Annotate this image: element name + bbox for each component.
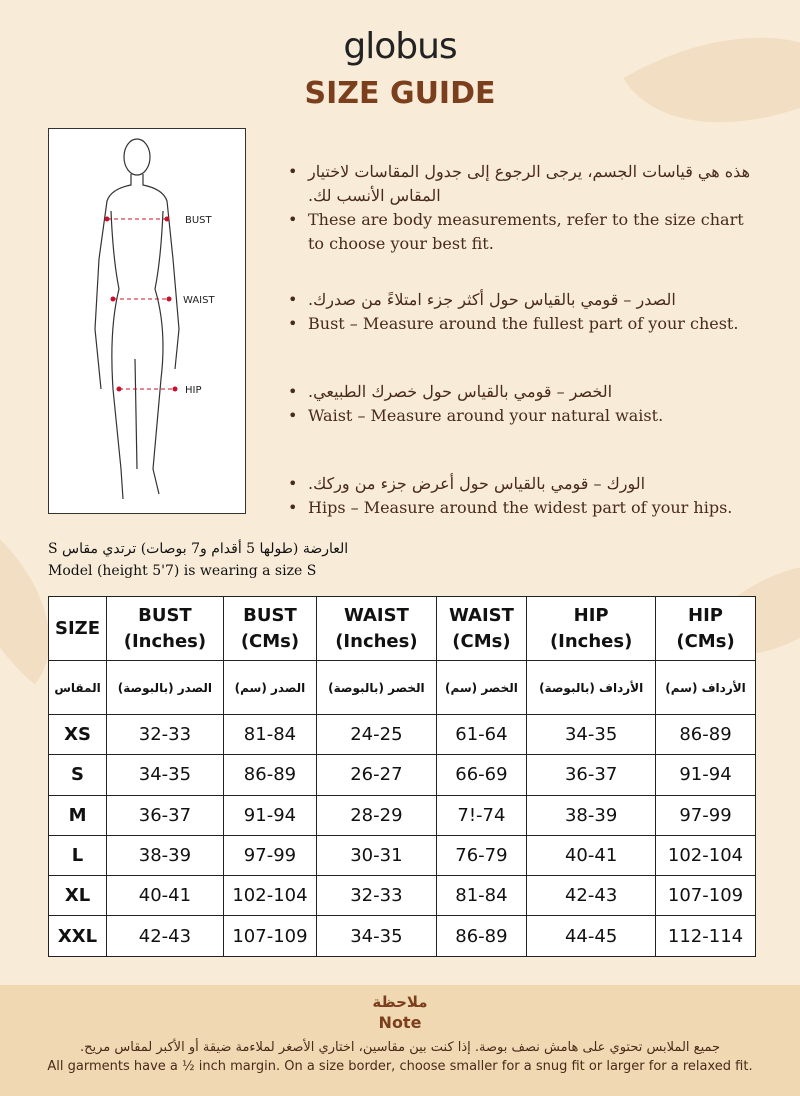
- measurement-cell: 32-33: [317, 876, 436, 916]
- measurement-cell: 112-114: [656, 916, 756, 956]
- model-info-en: Model (height 5'7) is wearing a size S: [48, 563, 317, 579]
- column-header-ar: الأرداف (بالبوصة): [527, 661, 656, 715]
- size-cell: L: [49, 835, 107, 875]
- table-row: [49, 835, 756, 875]
- header-unit: (CMs): [240, 630, 300, 652]
- column-header-ar: الخصر (سم): [436, 661, 527, 715]
- measurement-cell: 24-25: [317, 715, 436, 755]
- header-main: WAIST: [448, 604, 514, 626]
- column-header: [317, 597, 436, 661]
- measurement-cell: 42-43: [107, 916, 224, 956]
- bullet-ar: • الصدر – قومي بالقياس حول أكثر جزء امتلاءً من صدرك.: [286, 288, 756, 312]
- page-title: SIZE GUIDE: [304, 76, 496, 111]
- note-text-ar: جميع الملابس تحتوي على هامش نصف بوصة. إذا كنت بين مقاسين، اختاري الأصغر لملاءمة ضيقة أو الأكبر لمقاس مريح.: [79, 1040, 721, 1055]
- measurement-cell: 42-43: [527, 876, 656, 916]
- note-text-en: All garments have a ½ inch margin. On a size border, choose smaller for a snug fit or larger for a relaxed fit.: [47, 1059, 753, 1074]
- header-unit: (Inches): [549, 630, 633, 652]
- body-measurement-figure: [48, 128, 246, 514]
- size-cell: XL: [49, 876, 107, 916]
- column-header: [49, 597, 107, 661]
- size-chart-table: [48, 596, 756, 957]
- header-unit: (Inches): [123, 630, 207, 652]
- header-main: SIZE: [55, 617, 101, 639]
- column-header: [223, 597, 316, 661]
- bullet-en: • Bust – Measure around the fullest part of your chest.: [286, 312, 756, 336]
- column-header-ar: الصدر (سم): [223, 661, 316, 715]
- column-header-ar: الأرداف (سم): [656, 661, 756, 715]
- column-header: [436, 597, 527, 661]
- measurement-cell: 97-99: [656, 795, 756, 835]
- note-section: [0, 985, 800, 1096]
- table-row: [49, 795, 756, 835]
- measurement-cell: 66-69: [436, 755, 527, 795]
- header-unit: (CMs): [452, 630, 511, 652]
- bullet-en: • Hips – Measure around the widest part of your hips.: [286, 496, 756, 520]
- column-header: [107, 597, 224, 661]
- header-main: HIP: [573, 604, 609, 626]
- note-title-ar: ملاحظة: [372, 993, 428, 1011]
- header-main: BUST: [243, 604, 297, 626]
- size-cell: XXL: [49, 916, 107, 956]
- column-header-ar: المقاس: [49, 661, 107, 715]
- measurement-cell: 91-94: [656, 755, 756, 795]
- bullet-ar: • الخصر – قومي بالقياس حول خصرك الطبيعي.: [286, 380, 756, 404]
- measurement-cell: 40-41: [107, 876, 224, 916]
- measurement-cell: 86-89: [656, 715, 756, 755]
- table-row: [49, 715, 756, 755]
- model-info-ar: العارضة (طولها 5 أقدام و7 بوصات) ترتدي مقاس S: [48, 541, 349, 557]
- measurement-cell: 44-45: [527, 916, 656, 956]
- size-cell: S: [49, 755, 107, 795]
- table-row: [49, 916, 756, 956]
- hip-label: HIP: [185, 385, 202, 396]
- header-main: WAIST: [343, 604, 409, 626]
- measurement-cell: 26-27: [317, 755, 436, 795]
- measurement-cell: 36-37: [527, 755, 656, 795]
- measurement-cell: 102-104: [656, 835, 756, 875]
- measurement-cell: 81-84: [436, 876, 527, 916]
- measurement-cell: 38-39: [107, 835, 224, 875]
- bullet-ar: • هذه هي قياسات الجسم، يرجى الرجوع إلى جدول المقاسات لاختيار المقاس الأنسب لك.: [286, 160, 756, 208]
- measurement-cell: 38-39: [527, 795, 656, 835]
- header-main: BUST: [138, 604, 192, 626]
- column-header: [527, 597, 656, 661]
- measurement-cell: 40-41: [527, 835, 656, 875]
- measurement-cell: 61-64: [436, 715, 527, 755]
- header-unit: (CMs): [676, 630, 735, 652]
- measurement-cell: 28-29: [317, 795, 436, 835]
- column-header-ar: الصدر (بالبوصة): [107, 661, 224, 715]
- waist-label: WAIST: [183, 295, 215, 306]
- size-cell: M: [49, 795, 107, 835]
- bullet-en: • These are body measurements, refer to the size chart to choose your best fit.: [286, 208, 756, 256]
- header-unit: (Inches): [335, 630, 418, 652]
- table-row: [49, 755, 756, 795]
- bust-label: BUST: [185, 215, 212, 226]
- brand-logo: globus: [343, 26, 457, 67]
- measurement-cell: 91-94: [223, 795, 316, 835]
- size-cell: XS: [49, 715, 107, 755]
- measurement-cell: 86-89: [436, 916, 527, 956]
- measurement-cell: 30-31: [317, 835, 436, 875]
- measurement-cell: 34-35: [317, 916, 436, 956]
- measurement-instructions: [286, 160, 756, 552]
- measurement-cell: 81-84: [223, 715, 316, 755]
- note-title: Note: [378, 1013, 422, 1032]
- header-main: HIP: [688, 604, 723, 626]
- bullet-ar: • الورك – قومي بالقياس حول أعرض جزء من وركك.: [286, 472, 756, 496]
- column-header: [656, 597, 756, 661]
- measurement-cell: 97-99: [223, 835, 316, 875]
- measurement-cell: 36-37: [107, 795, 224, 835]
- measurement-cell: 107-109: [656, 876, 756, 916]
- column-header-ar: الخصر (بالبوصة): [317, 661, 436, 715]
- measurement-cell: 7!-74: [436, 795, 527, 835]
- measurement-cell: 107-109: [223, 916, 316, 956]
- measurement-cell: 34-35: [527, 715, 656, 755]
- measurement-cell: 34-35: [107, 755, 224, 795]
- measurement-cell: 102-104: [223, 876, 316, 916]
- table-row: [49, 876, 756, 916]
- measurement-cell: 76-79: [436, 835, 527, 875]
- measurement-cell: 86-89: [223, 755, 316, 795]
- bullet-en: • Waist – Measure around your natural waist.: [286, 404, 756, 428]
- measurement-cell: 32-33: [107, 715, 224, 755]
- model-info: [48, 538, 348, 582]
